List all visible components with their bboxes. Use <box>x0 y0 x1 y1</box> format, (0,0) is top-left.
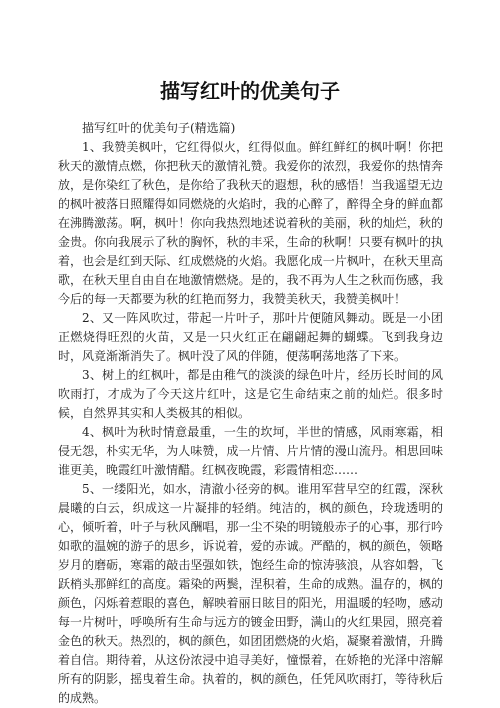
paragraph-2: 2、又一阵风吹过，带起一片叶子，那叶片便随风舞动。既是一小团正燃烧得旺烈的火苗，又是一只火红正在翩翩起舞的蝴蝶。飞到我身边时，风竟渐渐消失了。枫叶没了风的伴随，便荡啊荡地落了下来。 <box>58 311 443 363</box>
paragraph-1: 1、我赞美枫叶，它红得似火，红得似血。鲜红鲜红的枫叶啊！你把秋天的激情点燃，你把秋天的激情礼赞。我爱你的浓烈，我爱你的热情奔放，是你染红了秋色，是你给了我秋天的遐想，秋的感悟！当我遥望无边的枫叶被落日照耀得如同燃烧的火焰时，我的心醉了，醉得全身的鲜血都在沸腾激荡。啊，枫叶！你向我热烈地述说着秋的美丽，秋的灿烂，秋的金贵。你向我展示了秋的胸怀，秋的丰采，生命的秋啊！只要有枫叶的执着，也会是红到天际、红成燃烧的火焰。我愿化成一片枫叶，在秋天里高歌，在秋天里自由自在地激情燃烧。是的，我不再为人生之秋而伤感，我今后的每一天都要为秋的红艳而努力，我赞美秋天，我赞美枫叶！ <box>58 140 443 306</box>
paragraph-5: 5、一缕阳光，如水，清澈小径旁的枫。谁用军营早空的红霞，深秋晨曦的白云，织成这一片凝排的轻绡。纯洁的，枫的颜色，玲珑透明的心，倾听着，叶子与秋风酬唱，那一尘不染的明镜般赤子的心事，那行吟如歌的温婉的游子的思乡，诉说着，爱的赤诚。严酷的，枫的颜色，领略岁月的磨砺，寒霜的敲击坚强如铁，饱经生命的惊涛骇浪，从容如磐，飞跃梢头那鲜红的高度。霜染的两鬓，涅积着，生命的成熟。温存的，枫的颜色，闪烁着惹眼的喜色，解映着丽日眩目的阳光，用温暖的轻吻，感动每一片树叶，呼唤所有生命与远方的镀金田野，满山的火红果园，照亮着金色的秋天。热烈的，枫的颜色，如团团燃烧的火焰，凝聚着激情，升腾着自信。期待着，从这份浓浸中追寻美好，憧憬着，在娇艳的光泽中溶解所有的阴影，摇曳着生命。执着的，枫的颜色，任凭风吹雨打，等待秋后的成熟。 <box>58 482 443 705</box>
paragraph-3: 3、树上的红枫叶，都是由稚气的淡淡的绿色叶片，经历长时间的风吹雨打，才成为了今天这片红叶，这是它生命结束之前的灿烂。很多时候，自然界其实和人类极其的相似。 <box>58 368 443 420</box>
article-body <box>58 119 443 708</box>
paragraph-4: 4、枫叶为秋时情意最重，一生的坎坷，半世的情感，风雨寒霜，相侵无怨，朴实无华，为人味赞，成一片情、片片情的漫山流丹。相思回味谁更美，晚霞红叶激情醋。红枫夜晚霞，彩霞情相恋…… <box>58 425 443 477</box>
article-subtitle: 描写红叶的优美句子(精选篇) <box>82 121 236 135</box>
article-title: 描写红叶的优美句子 <box>160 79 340 103</box>
